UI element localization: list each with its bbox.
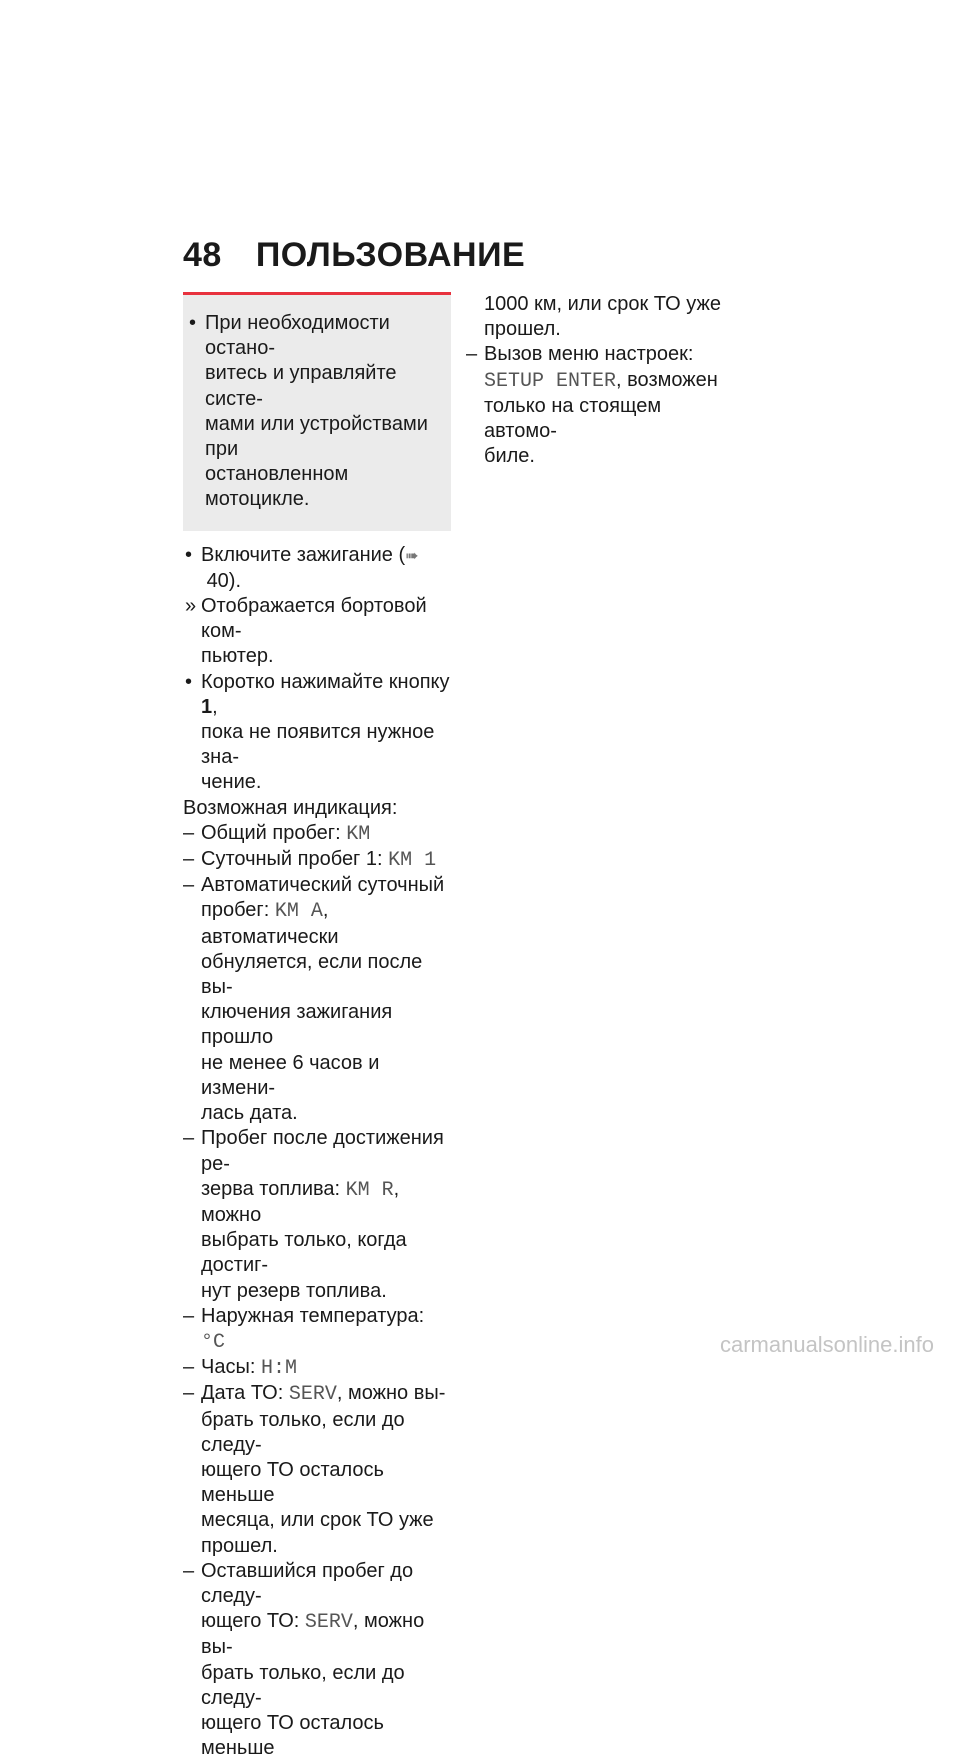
display-code: KM A — [274, 900, 323, 924]
button-key: 1 — [201, 695, 213, 718]
indication-label: зерва топлива: — [201, 1177, 346, 1200]
indication-line: прошел. — [201, 1534, 278, 1557]
step-press-button — [183, 670, 451, 796]
indication-line: лась дата. — [201, 1102, 298, 1125]
watermark: carmanualsonline.info — [719, 1332, 934, 1357]
result-line: пьютер. — [201, 645, 274, 668]
indication-line: брать только, если до следу- — [201, 1661, 405, 1709]
display-code: H:M — [260, 1357, 297, 1381]
indication-line: 1000 км, или срок ТО уже — [484, 293, 721, 315]
indication-line: брать только, если до следу- — [201, 1408, 405, 1456]
indication-trip1 — [183, 847, 451, 873]
step-text: , — [212, 695, 218, 718]
display-code: SERV — [288, 1383, 337, 1407]
indication-line: прошел. — [484, 318, 561, 341]
display-code: KM — [346, 822, 371, 846]
indication-clock — [183, 1355, 451, 1381]
indication-text: , можно вы- — [336, 1382, 446, 1405]
indication-setup — [466, 342, 728, 469]
right-column — [466, 292, 728, 469]
indication-label: Часы: — [201, 1356, 261, 1379]
indication-total — [183, 821, 451, 847]
indication-line: выбрать только, когда достиг- — [201, 1229, 407, 1277]
dash-icon: – — [183, 1356, 195, 1379]
page-header — [183, 236, 525, 275]
step-text: Включите зажигание ( — [201, 543, 406, 566]
bullet-icon: • — [185, 670, 193, 693]
arrow-right-icon: ➠ — [405, 547, 419, 565]
note-line: витесь и управляйте систе- — [205, 362, 397, 410]
dash-icon: – — [466, 343, 478, 366]
display-code: KM 1 — [388, 849, 437, 873]
display-code: KM R — [345, 1178, 394, 1202]
dash-icon: – — [183, 1382, 195, 1405]
step-text: Коротко нажимайте кнопку — [201, 670, 450, 693]
indication-line: не менее 6 часов и измени- — [201, 1051, 380, 1099]
possible-label: Возможная индикация: — [183, 796, 398, 819]
indication-text: , можно вы- — [201, 1610, 425, 1659]
indication-line: ключения зажигания прошло — [201, 1001, 393, 1049]
indication-line: только на стоящем автомо- — [484, 394, 662, 443]
display-code: SERV — [304, 1611, 353, 1635]
note-line: остановленном мотоцикле. — [205, 463, 349, 511]
dash-icon: – — [183, 1127, 195, 1150]
result-line: Отображается бортовой ком- — [201, 595, 427, 643]
indication-line: ющего ТО осталось меньше — [201, 1458, 384, 1507]
note-item — [187, 311, 433, 513]
indication-service-distance-cont — [466, 292, 728, 342]
indication-label: Общий пробег: — [201, 821, 347, 844]
page-title: ПОЛЬЗОВАНИЕ — [255, 236, 526, 274]
indication-text: , автоматически — [201, 899, 339, 948]
indication-line: ющего ТО осталось меньше — [201, 1711, 384, 1760]
indication-service-date — [183, 1381, 451, 1558]
indication-auto-trip — [183, 873, 451, 1126]
indication-line: Пробег после достижения ре- — [201, 1127, 444, 1175]
step-line: чение. — [201, 771, 262, 794]
indication-reserve — [183, 1126, 451, 1303]
result-item — [183, 594, 451, 670]
note-line: При необходимости остано- — [205, 312, 390, 360]
note-line: мами или устройствами при — [205, 412, 428, 461]
dash-icon: – — [183, 1559, 195, 1582]
indication-text: , возможен — [616, 368, 718, 391]
bullet-icon: • — [189, 312, 197, 334]
dash-icon: – — [183, 821, 195, 844]
dash-icon: – — [183, 848, 195, 871]
indication-line: Автоматический суточный — [201, 874, 445, 897]
note-box — [183, 292, 451, 531]
display-code: SETUP ENTER — [484, 369, 617, 393]
indication-text: , можно — [201, 1177, 400, 1226]
page-number: 48 — [183, 236, 222, 274]
indication-line: Оставшийся пробег до следу- — [201, 1559, 414, 1607]
indication-label: ющего ТО: — [201, 1610, 305, 1633]
indication-label: пробег: — [201, 899, 275, 922]
page-reference: 40). — [206, 569, 242, 592]
indication-line: нут резерв топлива. — [201, 1279, 387, 1302]
bullet-icon: • — [185, 543, 193, 566]
step-line: пока не появится нужное зна- — [201, 721, 435, 769]
indication-temperature — [183, 1304, 451, 1355]
indication-line: месяца, или срок ТО уже — [201, 1509, 434, 1532]
indication-line: биле. — [484, 445, 535, 468]
dash-icon: – — [183, 1304, 195, 1327]
indication-label: Суточный пробег 1: — [201, 848, 389, 871]
indication-label: Вызов меню настроек: — [484, 343, 694, 366]
display-code: °C — [201, 1330, 226, 1354]
indication-service-distance — [183, 1559, 451, 1761]
dash-icon: – — [183, 874, 195, 897]
indication-label: Дата ТО: — [201, 1382, 289, 1405]
left-column — [183, 292, 451, 1761]
result-icon: » — [185, 595, 197, 618]
indication-label: Наружная температура: — [201, 1304, 425, 1327]
indication-line: обнуляется, если после вы- — [201, 950, 423, 999]
step-ignition — [183, 543, 451, 594]
